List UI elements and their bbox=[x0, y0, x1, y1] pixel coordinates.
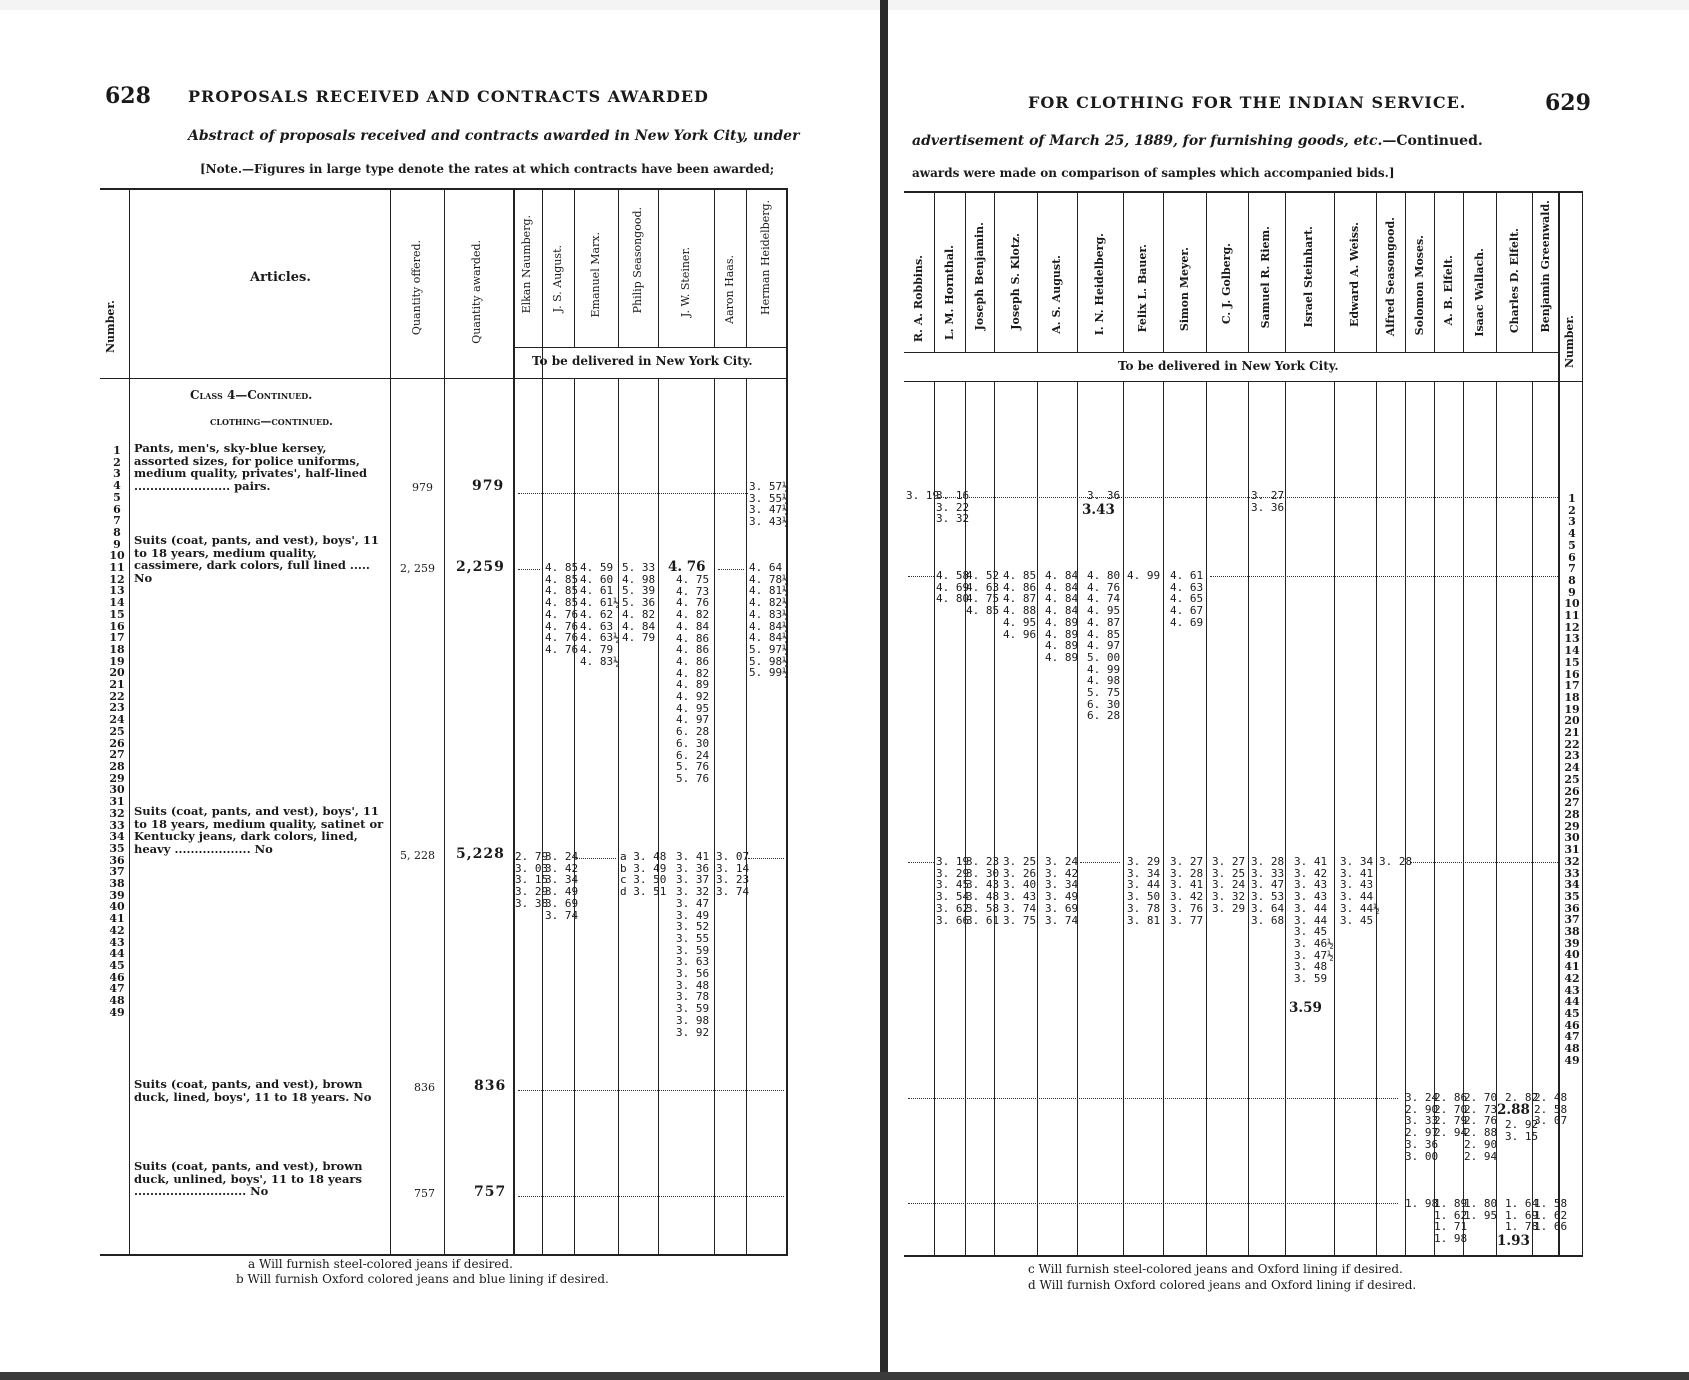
dotted-leader bbox=[908, 862, 934, 863]
bid-values: 1. 58 1. 62 1. 66 bbox=[1534, 1197, 1568, 1234]
awarded-rate: 2.88 bbox=[1497, 1102, 1530, 1118]
bid-values: 4. 85 4. 86 4. 87 4. 88 4. 95 4. 96 bbox=[1003, 569, 1037, 641]
right-col-rule bbox=[1037, 381, 1038, 1255]
right-col-rule bbox=[1123, 381, 1124, 1255]
left-bidder-header: Aaron Haas. bbox=[723, 255, 736, 324]
right-row-numbers: 1 2 3 4 5 6 7 8 9 10 11 12 13 14 15 16 17 18 19 20 21 22 23 24 25 26 27 28 29 30 31 32 33 34 35 36 37 38 39 40 41 42 43 44 45 46 47 48 49 bbox=[1564, 492, 1580, 1067]
left-col-rule bbox=[658, 378, 659, 1254]
footnote: d Will furnish Oxford colored jeans and Oxford lining if desired. bbox=[1028, 1278, 1417, 1292]
left-running-head: PROPOSALS RECEIVED AND CONTRACTS AWARDED bbox=[188, 87, 709, 106]
bid-values: 4. 58 4. 69 4. 80 bbox=[936, 569, 970, 606]
right-table-top-rule bbox=[904, 191, 1583, 193]
left-articles-header: Articles. bbox=[250, 270, 311, 285]
qty-awarded: 5,228 bbox=[456, 846, 505, 862]
bid-values: 3. 27 3. 25 3. 24 3. 32 3. 29 bbox=[1212, 855, 1246, 915]
right-col-rule bbox=[1077, 381, 1078, 1255]
right-col-rule bbox=[1123, 191, 1124, 352]
article-description: Suits (coat, pants, and vest), brown duck, unlined, boys', 11 to 18 years ............................ No bbox=[134, 1159, 363, 1198]
right-col-rule bbox=[1532, 191, 1533, 352]
right-col-rule bbox=[1163, 381, 1164, 1255]
bid-values: 4. 80 4. 76 4. 74 4. 95 4. 87 4. 85 4. 97 5. 00 4. 99 4. 98 5. 75 6. 30 6. 28 bbox=[1087, 569, 1121, 723]
bid-values: 3. 36 bbox=[1087, 489, 1121, 502]
qty-awarded: 757 bbox=[474, 1184, 507, 1200]
left-row-numbers: 1 2 3 4 5 6 7 8 9 10 11 12 13 14 15 16 17 18 19 20 21 22 23 24 25 26 27 28 29 30 31 32 33 34 35 36 37 38 39 40 41 42 43 44 45 46 47 48 49 bbox=[109, 444, 125, 1019]
dotted-leader bbox=[518, 493, 748, 494]
dotted-leader bbox=[938, 497, 1558, 498]
left-bidder-header: J. S. August. bbox=[551, 245, 564, 313]
right-col-rule bbox=[1434, 191, 1435, 352]
right-bidder-header: Joseph S. Klotz. bbox=[1009, 233, 1022, 330]
qty-awarded: 979 bbox=[472, 478, 505, 494]
dotted-leader bbox=[908, 1203, 1398, 1204]
bid-values: 4. 59 4. 60 4. 61 4. 61½ 4. 62 4. 63 4. 63½ 4. 79 4. 83½ bbox=[580, 561, 620, 668]
right-col-rule bbox=[1206, 381, 1207, 1255]
right-col-rule bbox=[1163, 191, 1164, 352]
right-bidder-header: Charles D. Elfelt. bbox=[1508, 228, 1521, 334]
right-bidder-header: A. S. August. bbox=[1050, 255, 1063, 334]
awarded-rate: 3.59 bbox=[1289, 1000, 1322, 1016]
bid-values: 3. 28 bbox=[1379, 855, 1413, 868]
dotted-leader bbox=[718, 569, 744, 570]
bid-values: 3. 27 3. 36 bbox=[1251, 489, 1285, 514]
right-bidder-header: C. J. Golberg. bbox=[1220, 243, 1233, 325]
awarded-rate: 3.43 bbox=[1082, 502, 1115, 518]
bid-values: 1. 98 bbox=[1405, 1197, 1439, 1210]
right-col-rule bbox=[934, 381, 935, 1255]
article-description: Suits (coat, pants, and vest), boys', 11 to 18 years, medium quality, cassimere, dark colors, full lined ..... No bbox=[134, 533, 379, 585]
bid-values: 1. 80 1. 95 bbox=[1464, 1197, 1498, 1222]
right-bidder-header: Benjamin Greenwald. bbox=[1539, 200, 1552, 333]
right-col-rule bbox=[994, 191, 995, 352]
right-col-rule bbox=[1376, 381, 1377, 1255]
left-col-rule bbox=[714, 378, 715, 1254]
left-bidder-header: Emanuel Marx. bbox=[589, 232, 602, 318]
footnote: c Will furnish steel-colored jeans and Oxford lining if desired. bbox=[1028, 1262, 1403, 1276]
bid-values: 2. 86 2. 70 2. 79 2. 94 bbox=[1434, 1091, 1468, 1140]
bid-values: 2. 79 3. 03 3. 15 3. 29 3. 38 bbox=[515, 850, 549, 910]
right-running-head: FOR CLOTHING FOR THE INDIAN SERVICE. bbox=[1028, 93, 1467, 112]
bid-values: 3. 41 3. 36 3. 37 3. 32 3. 47 3. 49 3. 52 3. 55 3. 59 3. 63 3. 56 3. 48 3. 78 3. 59 3. 98 3. 92 bbox=[676, 850, 710, 1039]
left-col-rule bbox=[618, 378, 619, 1254]
bid-values: 1. 64 1. 69 1. 78 bbox=[1505, 1197, 1539, 1234]
left-note: [Note.—Figures in large type denote the rates at which contracts have been awarded; bbox=[200, 162, 775, 176]
bid-values: 2. 92 3. 15 bbox=[1505, 1118, 1539, 1143]
right-col-rule bbox=[1334, 381, 1335, 1255]
left-col-rule bbox=[786, 188, 788, 1254]
right-bidder-header: Solomon Moses. bbox=[1413, 235, 1426, 336]
bid-values: 3. 41 3. 42 3. 43 3. 43 3. 44 3. 44 3. 45 3. 46½ 3. 47½ 3. 48 3. 59 bbox=[1294, 855, 1334, 986]
right-subtitle-b: —Continued. bbox=[1382, 133, 1483, 149]
bid-values: 3. 34 3. 41 3. 43 3. 44 3. 44½ 3. 45 bbox=[1340, 855, 1380, 927]
qty-offered: 757 bbox=[414, 1187, 435, 1200]
bid-values: 4. 75 4. 73 4. 76 4. 82 4. 84 4. 86 4. 86 4. 86 4. 82 4. 89 4. 92 4. 95 4. 97 6. 28 6. 30 6. 24 5. 76 5. 76 bbox=[676, 573, 710, 785]
footnote: b Will furnish Oxford colored jeans and blue lining if desired. bbox=[236, 1272, 609, 1286]
dotted-leader bbox=[1080, 862, 1120, 863]
right-subtitle bbox=[912, 133, 1483, 149]
right-col-rule bbox=[1037, 191, 1038, 352]
page-edge-bottom bbox=[0, 1372, 1689, 1380]
right-bidder-header: L. M. Hornthal. bbox=[943, 245, 956, 340]
right-col-rule bbox=[1496, 191, 1497, 352]
dotted-leader bbox=[908, 1098, 1398, 1099]
bid-values: 4. 61 4. 63 4. 65 4. 67 4. 69 bbox=[1170, 569, 1204, 629]
right-bidder-header: A. B. Elfelt. bbox=[1442, 255, 1455, 326]
bid-values: 3. 27 3. 28 3. 41 3. 42 3. 76 3. 77 bbox=[1170, 855, 1204, 927]
dotted-leader bbox=[518, 1090, 784, 1091]
right-page-number: 629 bbox=[1545, 90, 1591, 116]
clothing-heading: clothing—continued. bbox=[210, 415, 333, 428]
bid-values: a 3. 48 b 3. 49 c 3. 50 d 3. 51 bbox=[620, 850, 667, 899]
qty-offered: 979 bbox=[412, 481, 433, 494]
left-col-rule bbox=[658, 188, 659, 347]
right-bidder-header: R. A. Robbins. bbox=[912, 255, 925, 343]
bid-values: 4. 64 4. 78½ 4. 81½ 4. 82½ 4. 83½ 4. 84½ 4. 84½ 5. 97½ 5. 98½ 5. 99½ bbox=[749, 561, 789, 680]
qty-awarded: 2,259 bbox=[456, 559, 505, 575]
dotted-leader bbox=[1210, 576, 1558, 577]
left-page-number: 628 bbox=[105, 83, 151, 109]
bid-values: 3. 23 3. 30 3. 43 3. 48 3. 58 3. 61 bbox=[966, 855, 1000, 927]
left-col-rule bbox=[542, 188, 543, 1254]
bid-values: 3. 24 3. 42 3. 34 3. 49 3. 69 3. 74 bbox=[1045, 855, 1079, 927]
right-note: awards were made on comparison of samples which accompanied bids.] bbox=[912, 166, 1395, 180]
right-bidder-header: I. N. Heidelberg. bbox=[1093, 233, 1106, 336]
bid-values: 3. 57½ 3. 55½ 3. 47½ 3. 43½ bbox=[749, 480, 789, 529]
left-col-rule bbox=[574, 188, 575, 347]
right-col-rule bbox=[1206, 191, 1207, 352]
right-bidder-header: Simon Meyer. bbox=[1178, 247, 1191, 332]
right-col-rule bbox=[1285, 381, 1286, 1255]
dotted-leader bbox=[518, 569, 540, 570]
right-number-header: Number. bbox=[1563, 315, 1576, 368]
left-col-rule bbox=[390, 188, 391, 1254]
right-header-bottom-rule bbox=[904, 381, 1583, 382]
bid-values: 4. 84 4. 84 4. 84 4. 84 4. 89 4. 89 4. 89 4. 89 bbox=[1045, 569, 1079, 664]
right-col-rule bbox=[1334, 191, 1335, 352]
qty-awarded: 836 bbox=[474, 1078, 507, 1094]
right-col-rule bbox=[965, 191, 966, 352]
article-description: Pants, men's, sky-blue kersey, assorted sizes, for police uniforms, medium quality, privates', half-lined ........................ pairs. bbox=[134, 441, 368, 493]
dotted-leader bbox=[576, 858, 616, 859]
article-description: Suits (coat, pants, and vest), boys', 11 to 18 years, medium quality, satinet or Kentucky jeans, dark colors, lined, heavy ................... No bbox=[134, 804, 384, 856]
left-col-rule bbox=[129, 188, 130, 1254]
book-gutter bbox=[880, 0, 888, 1380]
bid-values: 3. 19 3. 29 3. 45 3. 54 3. 62 3. 66 bbox=[936, 855, 970, 927]
left-delivered-label: To be delivered in New York City. bbox=[532, 354, 753, 368]
qty-offered: 2, 259 bbox=[400, 562, 435, 575]
left-subtitle: Abstract of proposals received and contracts awarded in New York City, under bbox=[188, 128, 800, 144]
bid-values: 1. 89 1. 62 1. 71 1. 98 bbox=[1434, 1197, 1468, 1246]
dotted-leader bbox=[908, 576, 934, 577]
right-bidder-header: Isaac Wallach. bbox=[1473, 248, 1486, 337]
bid-values: 4. 85 4. 85 4. 85 4. 85 4. 76 4. 76 4. 76 4. 76 bbox=[545, 561, 579, 656]
right-col-rule bbox=[1405, 191, 1406, 352]
left-qty-awarded-header: Quantity awarded. bbox=[470, 240, 483, 344]
bid-values: 2. 82 bbox=[1505, 1091, 1539, 1104]
left-col-rule bbox=[746, 188, 747, 347]
footnote: a Will furnish steel-colored jeans if desired. bbox=[248, 1257, 513, 1271]
right-subtitle-a: advertisement of March 25, 1889, for furnishing goods, etc. bbox=[912, 133, 1383, 149]
bid-values: 3. 07 3. 14 3. 23 3. 74 bbox=[716, 850, 750, 899]
bid-values: 3. 24 3. 42 3. 34 3. 49 3. 69 3. 74 bbox=[545, 850, 579, 922]
awarded-rate: 1.93 bbox=[1497, 1233, 1530, 1249]
right-bidder-header: Joseph Benjamin. bbox=[973, 222, 986, 331]
right-col-rule bbox=[1582, 191, 1583, 1255]
left-col-rule bbox=[513, 188, 515, 1254]
bid-values: 3. 25 3. 26 3. 40 3. 43 3. 74 3. 75 bbox=[1003, 855, 1037, 927]
left-col-rule bbox=[714, 188, 715, 347]
left-bidder-header: Philip Seasongood. bbox=[631, 207, 644, 314]
right-bidder-header: Alfred Seasongood. bbox=[1384, 217, 1397, 337]
right-bidder-header: Edward A. Weiss. bbox=[1348, 222, 1361, 328]
right-col-rule bbox=[1463, 191, 1464, 352]
right-col-rule bbox=[1285, 191, 1286, 352]
left-delivered-rule bbox=[514, 347, 788, 348]
dotted-leader bbox=[1410, 862, 1558, 863]
bid-values: 3. 29 3. 34 3. 44 3. 50 3. 78 3. 81 bbox=[1127, 855, 1161, 927]
right-col-rule bbox=[1248, 191, 1249, 352]
qty-offered: 5, 228 bbox=[400, 849, 435, 862]
right-bidder-header: Felix L. Bauer. bbox=[1136, 244, 1149, 333]
article-description: Suits (coat, pants, and vest), brown duck, lined, boys', 11 to 18 years. No bbox=[134, 1077, 372, 1104]
left-number-header: Number. bbox=[104, 300, 117, 353]
right-col-rule bbox=[1248, 381, 1249, 1255]
bid-values: 4. 99 bbox=[1127, 569, 1161, 582]
bid-values: 5. 33 4. 98 5. 39 5. 36 4. 82 4. 84 4. 79 bbox=[622, 561, 656, 645]
right-col-rule bbox=[934, 191, 935, 352]
bid-values: 3. 19 bbox=[906, 489, 940, 502]
qty-offered: 836 bbox=[414, 1081, 435, 1094]
left-table-bottom-rule bbox=[100, 1254, 788, 1256]
right-col-rule bbox=[994, 381, 995, 1255]
right-table-bottom-rule bbox=[904, 1255, 1583, 1257]
bid-values: 3. 28 3. 33 3. 47 3. 53 3. 64 3. 68 bbox=[1251, 855, 1285, 927]
right-bidder-header: Israel Steinhart. bbox=[1302, 226, 1315, 328]
left-qty-offered-header: Quantity offered. bbox=[410, 240, 423, 336]
class-heading: Class 4—Continued. bbox=[190, 388, 313, 402]
left-col-rule bbox=[444, 188, 445, 1254]
left-bidder-header: Herman Heidelberg. bbox=[759, 200, 772, 315]
left-bidder-header: J. W. Steiner. bbox=[679, 247, 692, 318]
left-col-rule bbox=[746, 378, 747, 1254]
right-bidder-header: Samuel R. Riem. bbox=[1259, 226, 1272, 329]
dotted-leader bbox=[748, 858, 784, 859]
left-col-rule bbox=[618, 188, 619, 347]
left-bidder-header: Elkan Naumberg. bbox=[520, 215, 533, 314]
right-delivered-label: To be delivered in New York City. bbox=[1118, 359, 1339, 373]
right-col-rule bbox=[1376, 191, 1377, 352]
right-col-rule bbox=[1077, 191, 1078, 352]
bid-values: 2. 48 2. 58 3. 07 bbox=[1534, 1091, 1568, 1128]
bid-values: 4. 52 4. 63 4. 75 4. 85 bbox=[966, 569, 1000, 618]
bid-values: 3. 24 2. 90 3. 33 2. 97 3. 36 3. 00 bbox=[1405, 1091, 1439, 1163]
bid-values: 2. 70 2. 73 2. 76 2. 88 2. 90 2. 94 bbox=[1464, 1091, 1498, 1163]
dotted-leader bbox=[518, 1196, 784, 1197]
left-col-rule bbox=[574, 378, 575, 1254]
awarded-rate: 4. 76 bbox=[668, 559, 706, 575]
right-delivered-rule bbox=[904, 352, 1558, 353]
bid-values: 3. 16 3. 22 3. 32 bbox=[936, 489, 970, 526]
page-edge-top bbox=[0, 0, 1689, 10]
